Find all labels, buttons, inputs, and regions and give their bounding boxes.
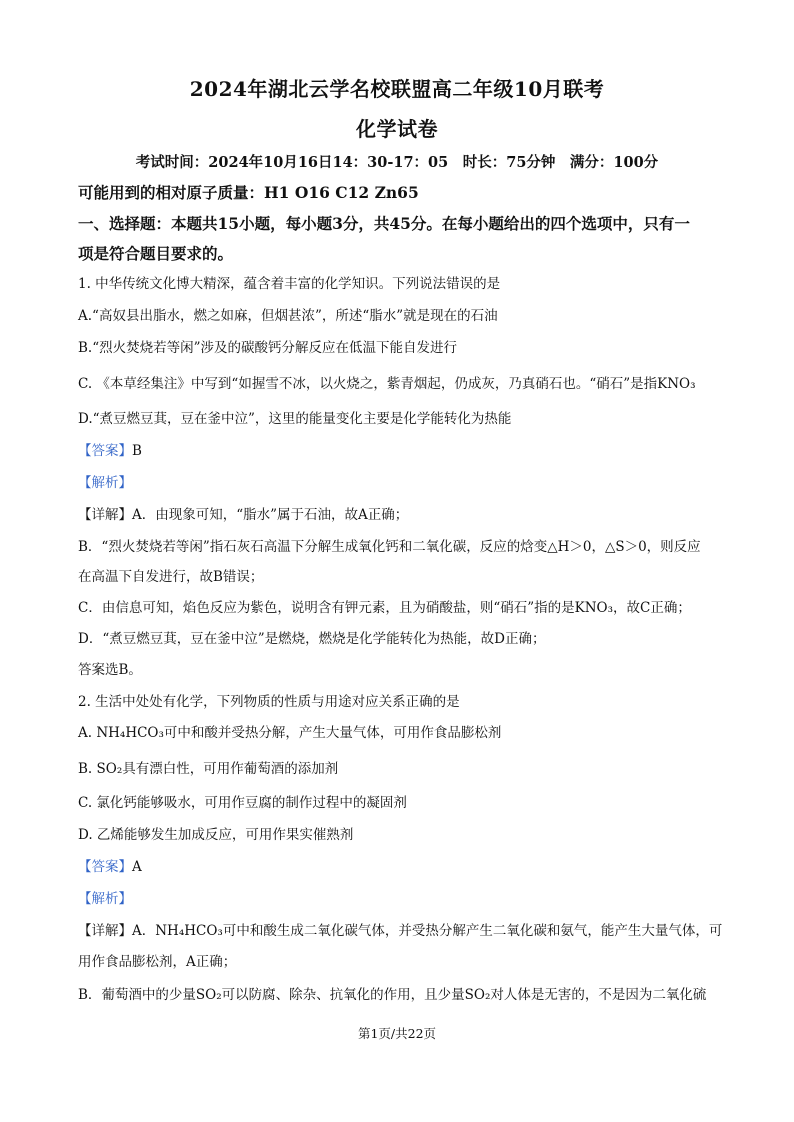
q1-detail-b: B．“烈火焚烧若等闲”指石灰石高温下分解生成氧化钙和二氧化碳，反应的焓变△H＞0，△S＞0，则反应 [78,539,701,555]
q1-conclusion: 答案选B。 [78,662,142,678]
q2-answer-line [78,857,728,877]
page-number: 第1页/共22页 [357,1026,437,1041]
answer-tag: 【答案】 [78,443,132,459]
exam-title: 2024年湖北云学名校联盟高二年级10月联考 [189,77,605,101]
exam-info: 考试时间：2024年10月16日14：30-17：05 时长：75分钟 满分：100分 [135,154,659,171]
q2-detail-a: 【详解】A．NH₄HCO₃可中和酸生成二氧化碳气体，并受热分解产生二氧化碳和氨气，能产生大量气体，可 [78,923,723,939]
q1-analysis-tag: 【解析】 [78,475,132,491]
q1-detail-d: D．“煮豆燃豆萁，豆在釜中泣”是燃烧，燃烧是化学能转化为热能，故D正确； [78,631,546,647]
q1-stem: 1. 中华传统文化博大精深，蕴含着丰富的化学知识。下列说法错误的是 [78,276,501,292]
atomic-masses: 可能用到的相对原子质量：H1 O16 C12 Zn65 [78,183,419,202]
q1-option-a: A.“高奴县出脂水，燃之如麻，但烟甚浓”，所述“脂水”就是现在的石油 [78,308,498,324]
q2-stem: 2. 生活中处处有化学，下列物质的性质与用途对应关系正确的是 [78,694,460,710]
q1-answer: B [132,443,142,459]
q2-answer: A [132,859,142,875]
answer-tag: 【答案】 [78,859,132,875]
q2-analysis-tag: 【解析】 [78,891,132,907]
q2-option-b: B. SO₂具有漂白性，可用作葡萄酒的添加剂 [78,761,339,777]
section-heading-cont: 项是符合题目要求的。 [78,244,234,263]
q1-detail-b-cont: 在高温下自发进行，故B错误； [78,569,264,585]
q2-option-d: D. 乙烯能够发生加成反应，可用作果实催熟剂 [78,827,354,843]
q1-detail-a: 【详解】A．由现象可知，“脂水”属于石油，故A正确； [78,507,409,523]
section-heading: 一、选择题：本题共15小题，每小题3分，共45分。在每小题给出的四个选项中，只有一 [78,214,690,233]
subject-title: 化学试卷 [356,117,438,141]
q2-option-c: C. 氯化钙能够吸水，可用作豆腐的制作过程中的凝固剂 [78,795,407,811]
q1-detail-c: C．由信息可知，焰色反应为紫色，说明含有钾元素，且为硝酸盐，则“硝石”指的是KNO₃，故C正确； [78,600,691,616]
q2-detail-b: B．葡萄酒中的少量SO₂可以防腐、除杂、抗氧化的作用，且少量SO₂对人体是无害的，不是因为二氧化硫 [78,987,707,1003]
q2-option-a: A. NH₄HCO₃可中和酸并受热分解，产生大量气体，可用作食品膨松剂 [78,725,502,741]
q1-option-b: B.“烈火焚烧若等闲”涉及的碳酸钙分解反应在低温下能自发进行 [78,340,458,356]
q1-option-d: D.“煮豆燃豆萁，豆在釜中泣”，这里的能量变化主要是化学能转化为热能 [78,411,512,427]
q2-detail-a-cont: 用作食品膨松剂，A正确； [78,954,237,970]
q1-option-c: C. 《本草经集注》中写到“如握雪不冰，以火烧之，紫青烟起，仍成灰，乃真硝石也。“硝石”是指KNO₃ [78,376,696,392]
q1-answer-line [78,441,728,461]
